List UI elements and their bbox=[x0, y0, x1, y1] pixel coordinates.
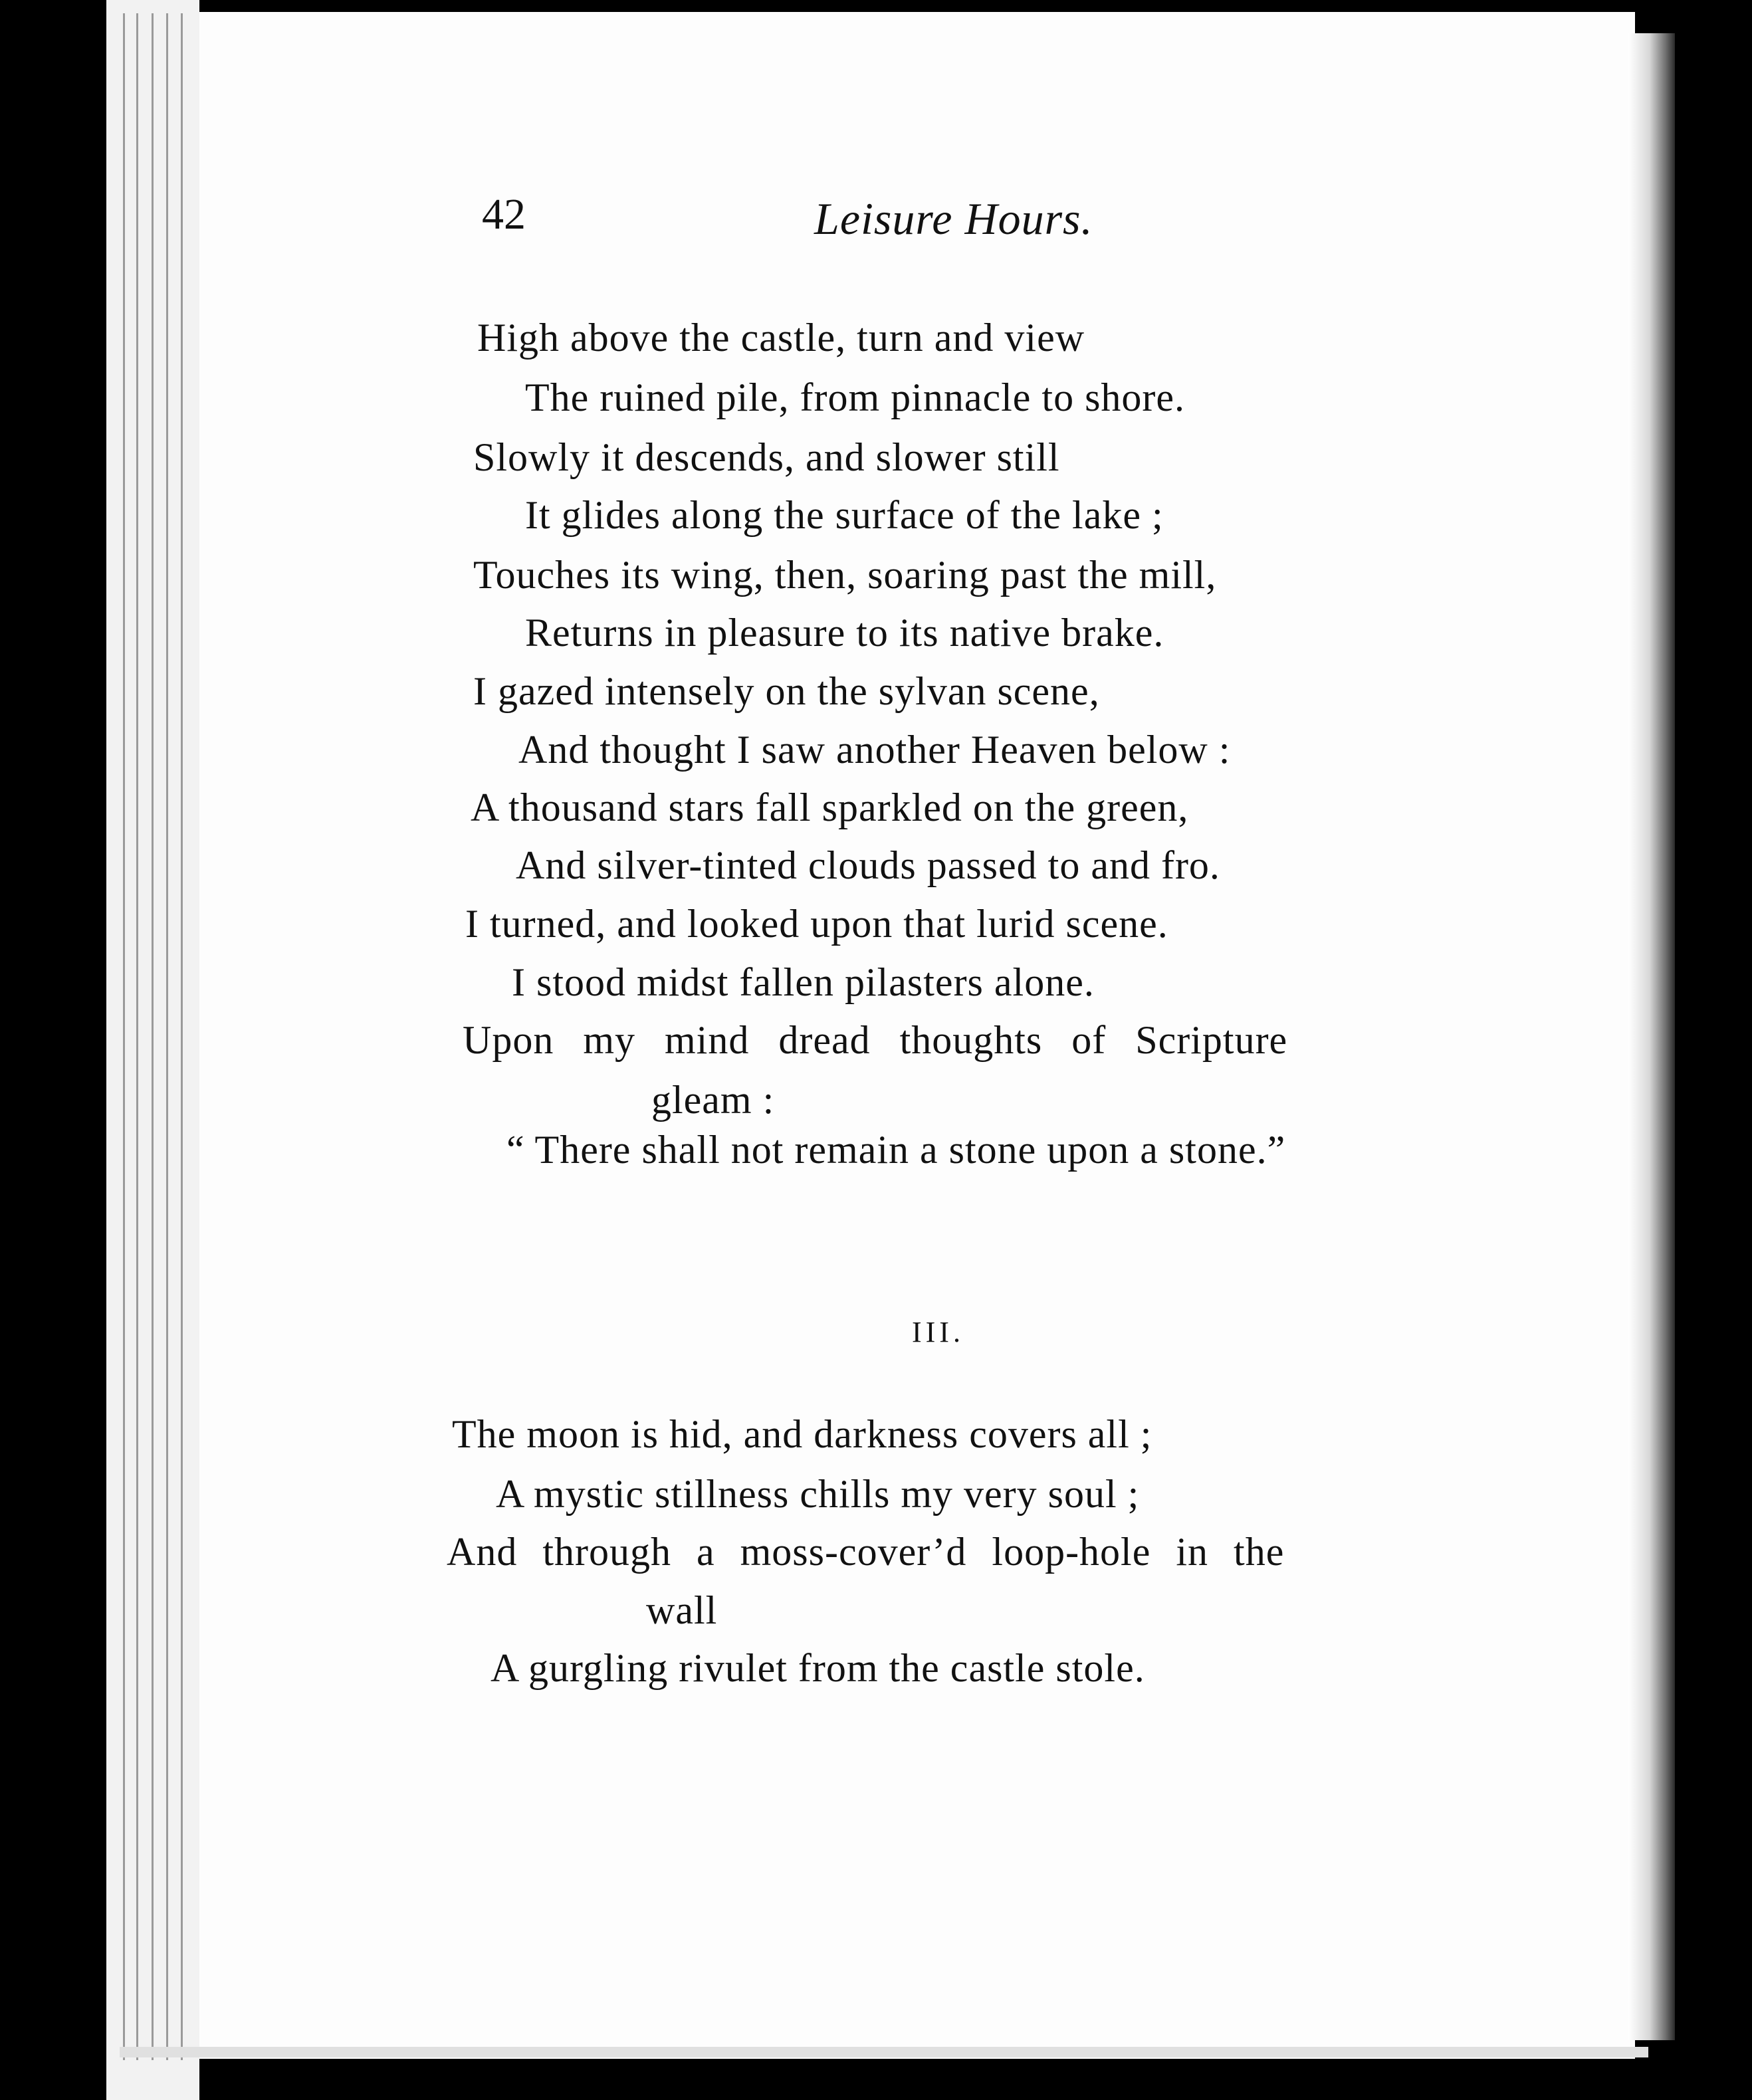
poem-line: I stood midst fallen pilasters alone. bbox=[512, 960, 1095, 1004]
page-edge-line bbox=[166, 13, 168, 2060]
poem-line: Returns in pleasure to its native brake. bbox=[525, 611, 1164, 655]
poem-line: High above the castle, turn and view bbox=[477, 316, 1085, 360]
poem-line: wall bbox=[646, 1588, 718, 1632]
poem-line: A mystic stillness chills my very soul ; bbox=[496, 1472, 1140, 1516]
poem-line: It glides along the surface of the lake ; bbox=[525, 493, 1164, 537]
page-edge-line bbox=[181, 13, 183, 2060]
page-edge-line bbox=[123, 13, 125, 2060]
poem-line: The ruined pile, from pinnacle to shore. bbox=[525, 375, 1186, 419]
section-numeral: III. bbox=[912, 1316, 964, 1348]
poem-line: Touches its wing, then, soaring past the mill, bbox=[473, 553, 1217, 597]
poem-line: A gurgling rivulet from the castle stole. bbox=[491, 1646, 1145, 1690]
poem-line: I gazed intensely on the sylvan scene, bbox=[473, 669, 1100, 713]
page-edge-line bbox=[152, 13, 154, 2060]
page-bottom-edge bbox=[120, 2047, 1648, 2057]
poem-line: I turned, and looked upon that lurid scene. bbox=[465, 902, 1168, 946]
poem-line: And through a moss-cover’d loop-hole in the bbox=[447, 1530, 1285, 1574]
poem-line: And silver-tinted clouds passed to and fro. bbox=[516, 843, 1220, 887]
running-title: Leisure Hours. bbox=[814, 193, 1093, 244]
poem-line: The moon is hid, and darkness covers all ; bbox=[452, 1412, 1152, 1456]
poem-quote-line: “ There shall not remain a stone upon a stone.” bbox=[506, 1128, 1286, 1172]
poem-line: Upon my mind dread thoughts of Scripture bbox=[463, 1018, 1288, 1062]
page-gutter-shadow bbox=[1628, 33, 1675, 2040]
poem-line: Slowly it descends, and slower still bbox=[473, 435, 1060, 479]
poem-line: A thousand stars fall sparkled on the green, bbox=[471, 786, 1189, 829]
page-number: 42 bbox=[482, 190, 526, 239]
poem-line: gleam : bbox=[651, 1078, 775, 1122]
poem-line: And thought I saw another Heaven below : bbox=[518, 728, 1231, 772]
page-edge-line bbox=[136, 13, 138, 2060]
